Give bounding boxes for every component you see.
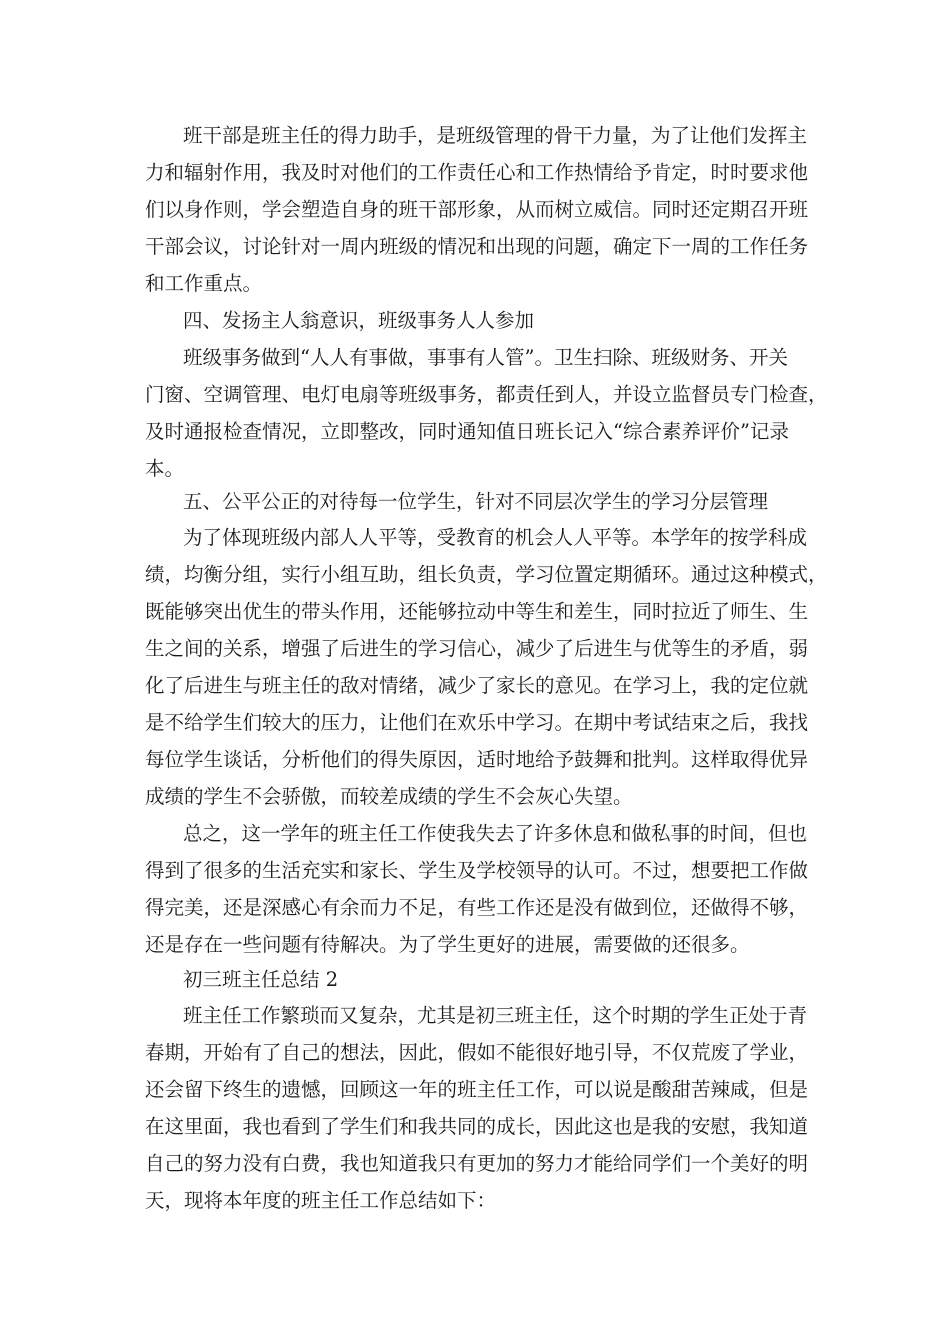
- paragraph-line: 门窗、空调管理、电灯电扇等班级事务，都责任到人，并设立监督员专门检查，: [145, 383, 828, 406]
- paragraph-line: 生之间的关系，增强了后进生的学习信心，减少了后进生与优等生的矛盾，弱: [145, 637, 809, 660]
- paragraph-line: 班干部是班主任的得力助手，是班级管理的骨干力量，为了让他们发挥主: [183, 124, 808, 147]
- paragraph-line: 班主任工作繁琐而又复杂，尤其是初三班主任，这个时期的学生正处于青: [183, 1004, 808, 1027]
- paragraph-line: 成绩的学生不会骄傲，而较差成绩的学生不会灰心失望。: [145, 785, 633, 808]
- paragraph-line: 在这里面，我也看到了学生们和我共同的成长，因此这也是我的安慰，我知道: [145, 1115, 809, 1138]
- section-title: 初三班主任总结 2: [183, 968, 339, 991]
- paragraph-line: 得到了很多的生活充实和家长、学生及学校领导的认可。不过，想要把工作做: [145, 859, 809, 882]
- paragraph-line: 得完美，还是深感心有余而力不足，有些工作还是没有做到位，还做得不够，: [145, 896, 809, 919]
- paragraph-line: 春期，开始有了自己的想法，因此，假如不能很好地引导，不仅荒废了学业，: [145, 1041, 809, 1064]
- paragraph-line: 和工作重点。: [145, 272, 263, 295]
- paragraph-line: 班级事务做到“人人有事做，事事有人管”。卫生扫除、班级财务、开关: [183, 346, 788, 369]
- paragraph-line: 干部会议，讨论针对一周内班级的情况和出现的问题，确定下一周的工作任务: [145, 235, 809, 258]
- section-heading: 四、发扬主人翁意识，班级事务人人参加: [183, 309, 535, 332]
- section-heading: 五、公平公正的对待每一位学生，针对不同层次学生的学习分层管理: [183, 490, 769, 513]
- paragraph-line: 绩，均衡分组，实行小组互助，组长负责，学习位置定期循环。通过这种模式，: [145, 563, 828, 586]
- paragraph-line: 为了体现班级内部人人平等，受教育的机会人人平等。本学年的按学科成: [183, 526, 808, 549]
- paragraph-line: 既能够突出优生的带头作用，还能够拉动中等生和差生，同时拉近了师生、生: [145, 600, 809, 623]
- paragraph-line: 每位学生谈话，分析他们的得失原因，适时地给予鼓舞和批判。这样取得优异: [145, 748, 809, 771]
- paragraph-line: 力和辐射作用，我及时对他们的工作责任心和工作热情给予肯定，时时要求他: [145, 161, 809, 184]
- paragraph-line: 天，现将本年度的班主任工作总结如下：: [145, 1189, 497, 1212]
- paragraph-line: 是不给学生们较大的压力，让他们在欢乐中学习。在期中考试结束之后，我找: [145, 711, 809, 734]
- paragraph-line: 们以身作则，学会塑造自身的班干部形象，从而树立威信。同时还定期召开班: [145, 198, 809, 221]
- paragraph-line: 及时通报检查情况，立即整改，同时通知值日班长记入“综合素养评价”记录: [145, 420, 789, 443]
- paragraph-line: 总之，这一学年的班主任工作使我失去了许多休息和做私事的时间，但也: [183, 822, 808, 845]
- paragraph-line: 本。: [145, 457, 185, 480]
- paragraph-line: 还会留下终生的遗憾，回顾这一年的班主任工作，可以说是酸甜苦辣咸，但是: [145, 1078, 809, 1101]
- paragraph-line: 自己的努力没有白费，我也知道我只有更加的努力才能给同学们一个美好的明: [145, 1152, 809, 1175]
- paragraph-line: 化了后进生与班主任的敌对情绪，减少了家长的意见。在学习上，我的定位就: [145, 674, 809, 697]
- paragraph-line: 还是存在一些问题有待解决。为了学生更好的进展，需要做的还很多。: [145, 933, 750, 956]
